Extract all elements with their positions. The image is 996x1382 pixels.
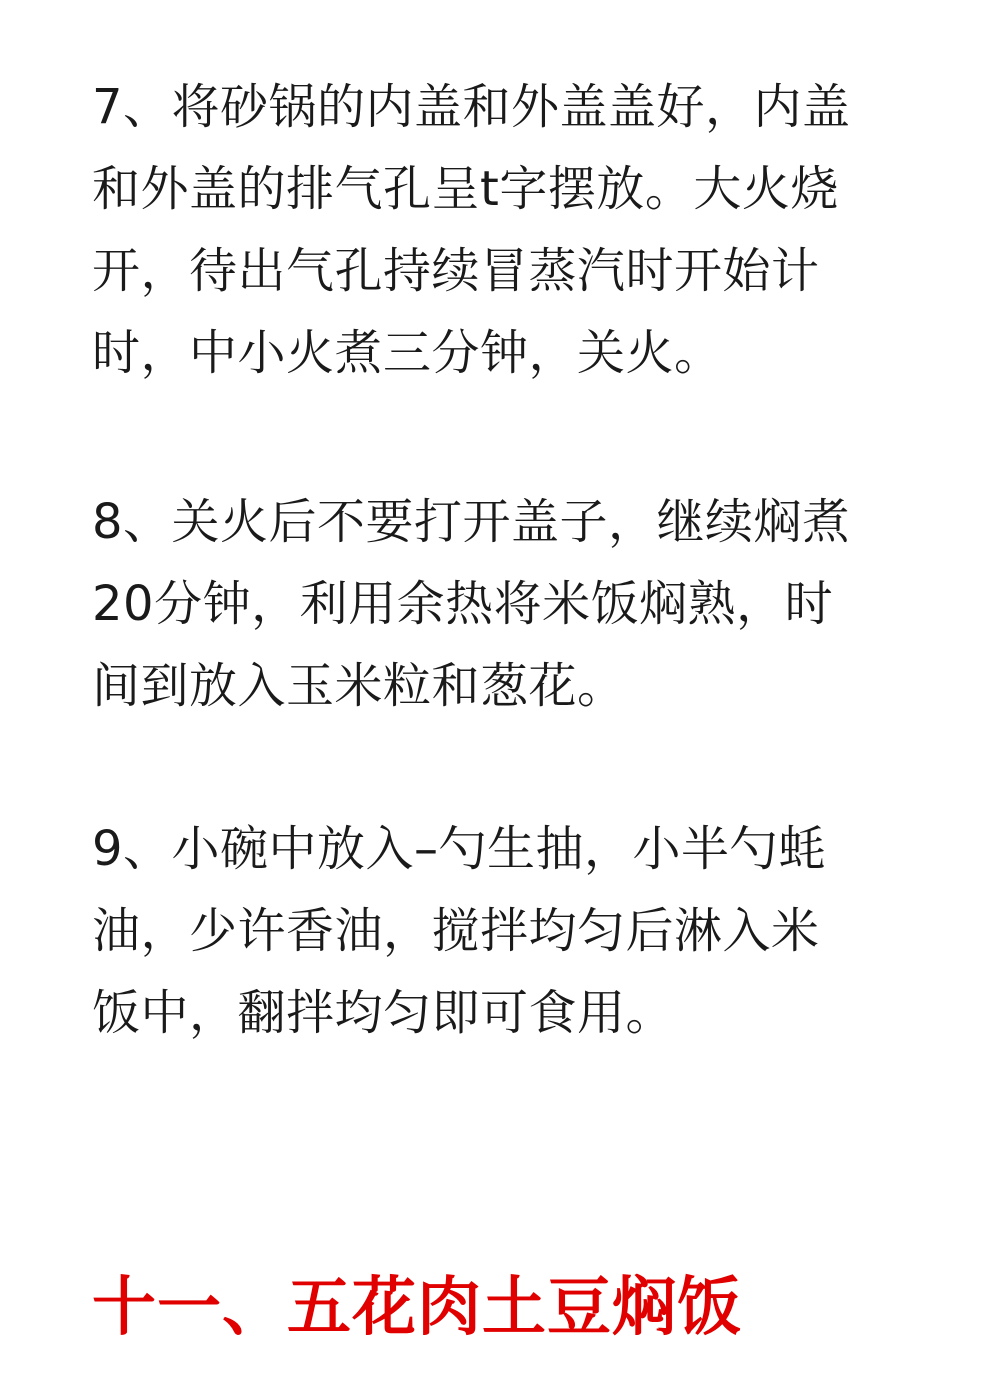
- step-8-line-3: 间到放入玉米粒和葱花。: [92, 658, 626, 714]
- step-9-line-1: 9、小碗中放入–勺生抽，小半勺蚝: [92, 821, 827, 877]
- step-8-line-2: 20分钟，利用余热将米饭焖熟，时: [92, 576, 834, 632]
- step-7-line-3: 开，待出气孔持续冒蒸汽时开始计: [92, 243, 820, 299]
- step-7-line-2: 和外盖的排气孔呈t字摆放。大火烧: [92, 161, 839, 217]
- step-9-line-3: 饭中，翻拌均匀即可食用。: [92, 985, 675, 1041]
- step-9-line-2: 油，少许香油，搅拌均匀后淋入米: [92, 903, 820, 959]
- step-8-line-1: 8、关火后不要打开盖子，继续焖煮: [92, 494, 851, 550]
- step-7-line-4: 时，中小火煮三分钟，关火。: [92, 325, 723, 381]
- step-7-line-1: 7、将砂锅的内盖和外盖盖好，内盖: [92, 79, 851, 135]
- section-heading: 十一、五花肉土豆焖饭: [92, 1271, 742, 1345]
- step-9-paragraph: [92, 808, 902, 1054]
- step-8-paragraph: [92, 481, 902, 727]
- step-7-paragraph: [92, 66, 902, 394]
